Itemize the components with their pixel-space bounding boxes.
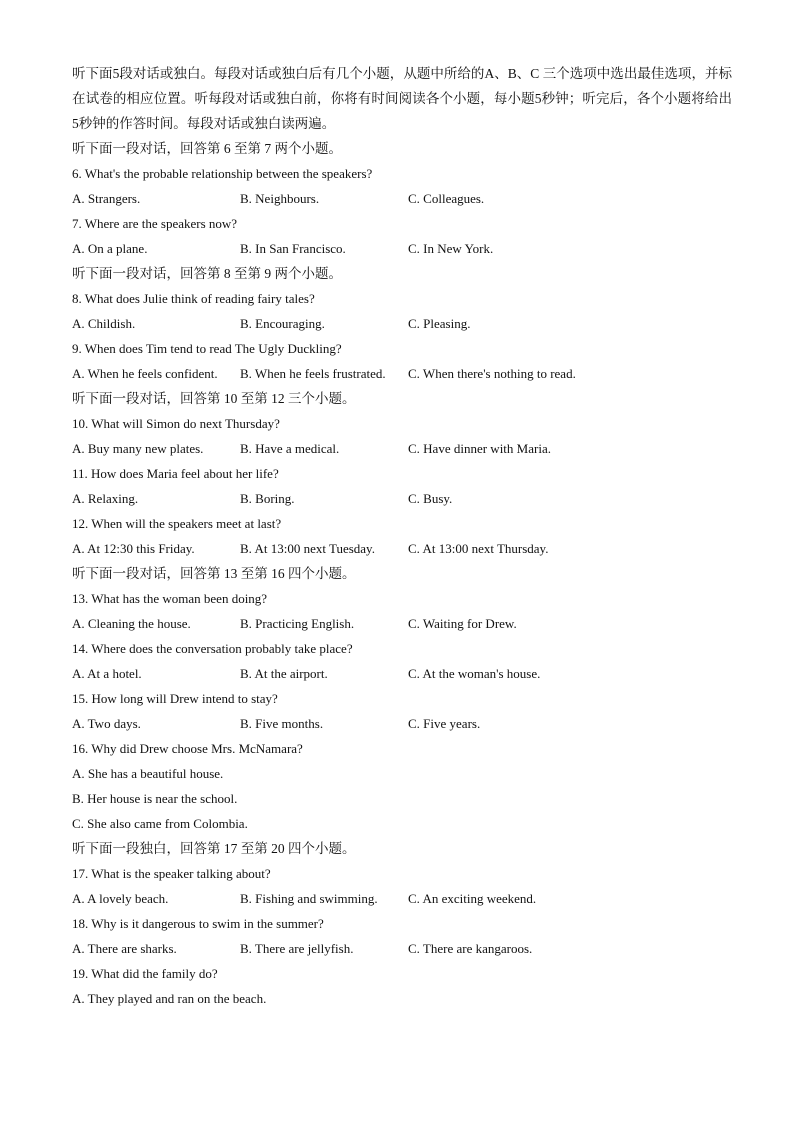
option-c: C. At the woman's house. (408, 666, 541, 681)
options-10 (72, 436, 732, 461)
question-19: 19. What did the family do? (72, 966, 218, 981)
option-a: A. Strangers. (72, 191, 141, 206)
option-b: B. Practicing English. (240, 616, 355, 631)
question-8: 8. What does Julie think of reading fairy tales? (72, 291, 315, 306)
option-c: C. Pleasing. (408, 316, 471, 331)
option-c: C. Waiting for Drew. (408, 616, 517, 631)
options-7 (72, 236, 732, 261)
option-a: A. On a plane. (72, 241, 148, 256)
option-c: C. An exciting weekend. (408, 891, 537, 906)
option-a: A. Relaxing. (72, 491, 139, 506)
options-12 (72, 536, 732, 561)
question-9: 9. When does Tim tend to read The Ugly Duckling? (72, 341, 342, 356)
question-16: 16. Why did Drew choose Mrs. McNamara? (72, 741, 303, 756)
option-b: B. Her house is near the school. (72, 791, 238, 806)
option-b: B. When he feels frustrated. (240, 366, 386, 381)
options-14 (72, 661, 732, 686)
option-b: B. Encouraging. (240, 316, 325, 331)
option-c: C. Colleagues. (408, 191, 485, 206)
options-13 (72, 611, 732, 636)
question-11: 11. How does Maria feel about her life? (72, 466, 279, 481)
question-18: 18. Why is it dangerous to swim in the summer? (72, 916, 324, 931)
question-13: 13. What has the woman been doing? (72, 591, 268, 606)
option-a: A. When he feels confident. (72, 366, 218, 381)
options-6 (72, 186, 732, 211)
option-b: B. At 13:00 next Tuesday. (240, 541, 375, 556)
option-a: A. They played and ran on the beach. (72, 991, 267, 1006)
question-10: 10. What will Simon do next Thursday? (72, 416, 280, 431)
option-c: C. When there's nothing to read. (408, 366, 576, 381)
option-c: C. In New York. (408, 241, 494, 256)
option-c: C. At 13:00 next Thursday. (408, 541, 549, 556)
options-17 (72, 886, 732, 911)
option-b: B. In San Francisco. (240, 241, 346, 256)
option-a: A. Two days. (72, 716, 141, 731)
option-a: A. Childish. (72, 316, 136, 331)
option-c: C. There are kangaroos. (408, 941, 533, 956)
section-instructions: 听下面5段对话或独白。每段对话或独白后有几个小题，从题中所给的A、B、C 三个选项中选出最佳选项，并标在试卷的相应位置。听每段对话或独白前，你将有时间阅读各个小题，每小题5秒钟；听完后，各个小题将给出5秒钟的作答时间。每段对话或独白读两遍。 (72, 66, 732, 131)
question-15: 15. How long will Drew intend to stay? (72, 691, 278, 706)
section-header: 听下面一段对话，回答第 8 至第 9 两个小题。 (72, 266, 342, 281)
option-a: A. She has a beautiful house. (72, 766, 224, 781)
exam-page (72, 61, 732, 1011)
option-c: C. Five years. (408, 716, 481, 731)
option-c: C. Have dinner with Maria. (408, 441, 551, 456)
section-header: 听下面一段对话，回答第 10 至第 12 三个小题。 (72, 391, 356, 406)
option-b: B. There are jellyfish. (240, 941, 354, 956)
question-6: 6. What's the probable relationship between the speakers? (72, 166, 373, 181)
question-7: 7. Where are the speakers now? (72, 216, 238, 231)
option-b: B. At the airport. (240, 666, 328, 681)
section-header: 听下面一段对话，回答第 13 至第 16 四个小题。 (72, 566, 356, 581)
question-14: 14. Where does the conversation probably take place? (72, 641, 353, 656)
option-a: A. At 12:30 this Friday. (72, 541, 195, 556)
option-a: A. Cleaning the house. (72, 616, 191, 631)
option-a: A. At a hotel. (72, 666, 142, 681)
option-a: A. There are sharks. (72, 941, 177, 956)
question-17: 17. What is the speaker talking about? (72, 866, 271, 881)
option-b: B. Have a medical. (240, 441, 340, 456)
options-8 (72, 311, 732, 336)
option-b: B. Boring. (240, 491, 295, 506)
section-header: 听下面一段对话，回答第 6 至第 7 两个小题。 (72, 141, 342, 156)
option-b: B. Fishing and swimming. (240, 891, 378, 906)
option-c: C. Busy. (408, 491, 453, 506)
options-11 (72, 486, 732, 511)
options-18 (72, 936, 732, 961)
option-b: B. Neighbours. (240, 191, 320, 206)
option-c: C. She also came from Colombia. (72, 816, 248, 831)
options-15 (72, 711, 732, 736)
option-a: A. A lovely beach. (72, 891, 169, 906)
options-9 (72, 361, 732, 386)
option-b: B. Five months. (240, 716, 324, 731)
section-header: 听下面一段独白，回答第 17 至第 20 四个小题。 (72, 841, 356, 856)
question-12: 12. When will the speakers meet at last? (72, 516, 282, 531)
option-a: A. Buy many new plates. (72, 441, 204, 456)
